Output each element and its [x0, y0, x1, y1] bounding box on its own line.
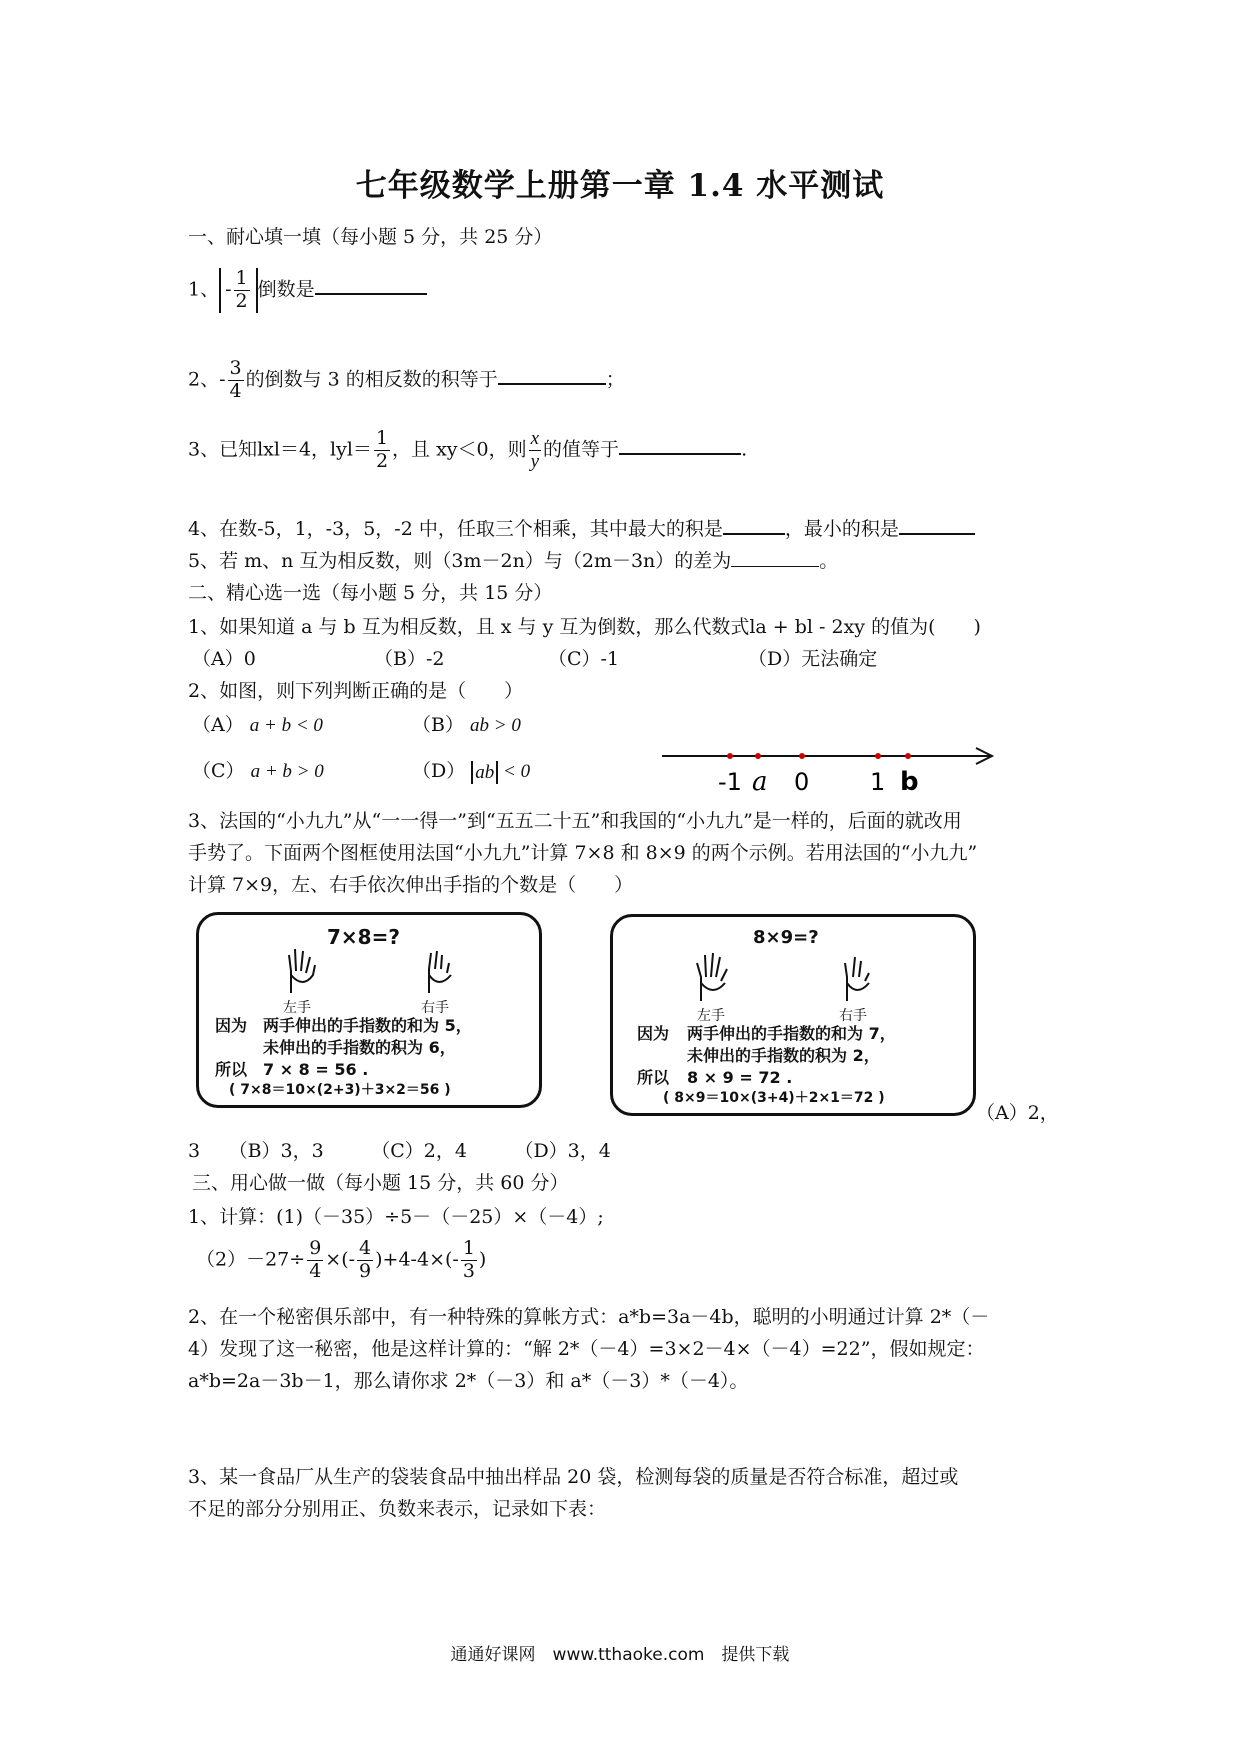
- s3-q1-part1: 1、计算：(1)（－35）÷5－（－25）×（－4）;: [188, 1206, 604, 1228]
- s1-q1: 1、 - $\frac{1}{2}$ 倒数是: [188, 268, 427, 313]
- left-hand-icon: [693, 951, 733, 1003]
- example-box-7x8: 7×8=? 左手 右手 因为 两手伸出的手指数的和为 5， 未伸出的手指数的积为 6， 所以 7 × 8 = 56 . ( 7×8＝10×(2+3)＋3×2＝56 ): [196, 912, 542, 1108]
- s2-q3-line1: 3、法国的“小九九”从“一一得一”到“五五二十五”和我国的“小九九”是一样的，后面的就改用: [188, 810, 962, 832]
- s2-q1-option-b: （B）-2: [374, 648, 445, 670]
- right-hand-icon: [419, 945, 459, 995]
- s3-q3-line1: 3、某一食品厂从生产的袋装食品中抽出样品 20 袋，检测每袋的质量是否符合标准，超过或: [188, 1466, 959, 1488]
- s2-q2-option-c: （C） a + b > 0: [192, 760, 324, 782]
- s2-q2: 2、如图，则下列判断正确的是（ ）: [188, 680, 524, 702]
- left-hand-icon: [283, 945, 323, 995]
- point-neg-one: [727, 753, 733, 759]
- answer-blank: [315, 275, 427, 295]
- label-neg-one: -1: [718, 768, 742, 796]
- s3-q2-line1: 2、在一个秘密俱乐部中，有一种特殊的算帐方式：a*b=3a－4b，聪明的小明通过计算 2*（－: [188, 1306, 990, 1328]
- s2-q3-line2: 手势了。下面两个图框使用法国“小九九”计算 7×8 和 8×9 的两个示例。若用法国的“小九九”: [188, 842, 978, 864]
- s3-q3-line2: 不足的部分分别用正、负数来表示，记录如下表：: [188, 1498, 607, 1520]
- section1-header: 一、耐心填一填（每小题 5 分，共 25 分）: [188, 226, 553, 248]
- section2-header: 二、精心选一选（每小题 5 分，共 15 分）: [188, 582, 553, 604]
- point-zero: [799, 753, 805, 759]
- answer-blank: [619, 435, 741, 455]
- s1-q4: 4、在数-5，1，-3，5，-2 中，任取三个相乘，其中最大的积是 ，最小的积是: [188, 514, 975, 541]
- s2-q1-option-d: （D）无法确定: [748, 648, 878, 670]
- page-footer: 通通好课网 www.tthaoke.com 提供下载: [450, 1645, 790, 1665]
- s1-q5: 5、若 m、n 互为相反数，则（3m－2n）与（2m－3n）的差为 。: [188, 550, 839, 572]
- s2-q3-options: 3 （B）3，3 （C）2，4 （D）3，4: [188, 1140, 611, 1162]
- s1-q2: 2、- $\frac{3}{4}$ 的倒数与 3 的相反数的积等于 ；: [188, 357, 625, 402]
- answer-blank: [723, 515, 785, 535]
- point-one: [875, 753, 881, 759]
- label-b: b: [900, 767, 919, 796]
- number-line: [660, 736, 1000, 796]
- point-b: [905, 753, 911, 759]
- s3-q1-part2: （2）－27÷ $\frac{9}{4}$ ×(- $\frac{4}{9}$ )+4-4×(- $\frac{1}{3}$ ): [196, 1237, 487, 1282]
- absolute-value: - $\frac{1}{2}$: [219, 268, 258, 313]
- s3-q2-line2: 4）发现了这一秘密，他是这样计算的：“解 2*（－4）=3×2－4×（－4）=22”，假如规定：: [188, 1338, 985, 1360]
- label-one: 1: [870, 768, 886, 796]
- section3-header: 三、用心做一做（每小题 15 分，共 60 分）: [192, 1172, 569, 1194]
- s2-q1: 1、如果知道 a 与 b 互为相反数，且 x 与 y 互为倒数，那么代数式la + bl - 2xy 的值为( ): [188, 616, 981, 638]
- answer-blank: [498, 365, 606, 385]
- s2-q3-option-a: （A）2，: [976, 1102, 1059, 1124]
- s1-q3: 3、已知lxl＝4，lyl＝ $\frac{1}{2}$ ，且 xy＜0，则 $\frac{x}{y}$ 的值等于 .: [188, 427, 748, 472]
- s2-q1-option-c: （C）-1: [548, 648, 620, 670]
- s2-q2-option-b: （B） ab > 0: [412, 714, 521, 736]
- s2-q1-option-a: （A）0: [192, 648, 256, 670]
- label-a: a: [752, 767, 768, 796]
- page-title: 七年级数学上册第一章 1.4 水平测试: [355, 168, 885, 204]
- point-a: [755, 753, 761, 759]
- answer-blank: [731, 548, 819, 567]
- s3-q2-line3: a*b=2a－3b－1，那么请你求 2*（－3）和 a*（－3）*（－4）。: [188, 1370, 749, 1392]
- s2-q3-line3: 计算 7×9，左、右手依次伸出手指的个数是（ ）: [188, 874, 634, 896]
- right-hand-icon: [837, 951, 877, 1003]
- example-box-8x9: 8×9=? 左手 右手 因为 两手伸出的手指数的和为 7， 未伸出的手指数的积为 2， 所以 8 × 9 = 72 . ( 8×9＝10×(3+4)＋2×1＝72 ): [610, 914, 976, 1116]
- label-zero: 0: [794, 768, 810, 796]
- answer-blank: [899, 515, 975, 535]
- s2-q2-option-d: （D） ab < 0: [412, 760, 531, 783]
- s2-q2-option-a: （A） a + b < 0: [192, 714, 323, 736]
